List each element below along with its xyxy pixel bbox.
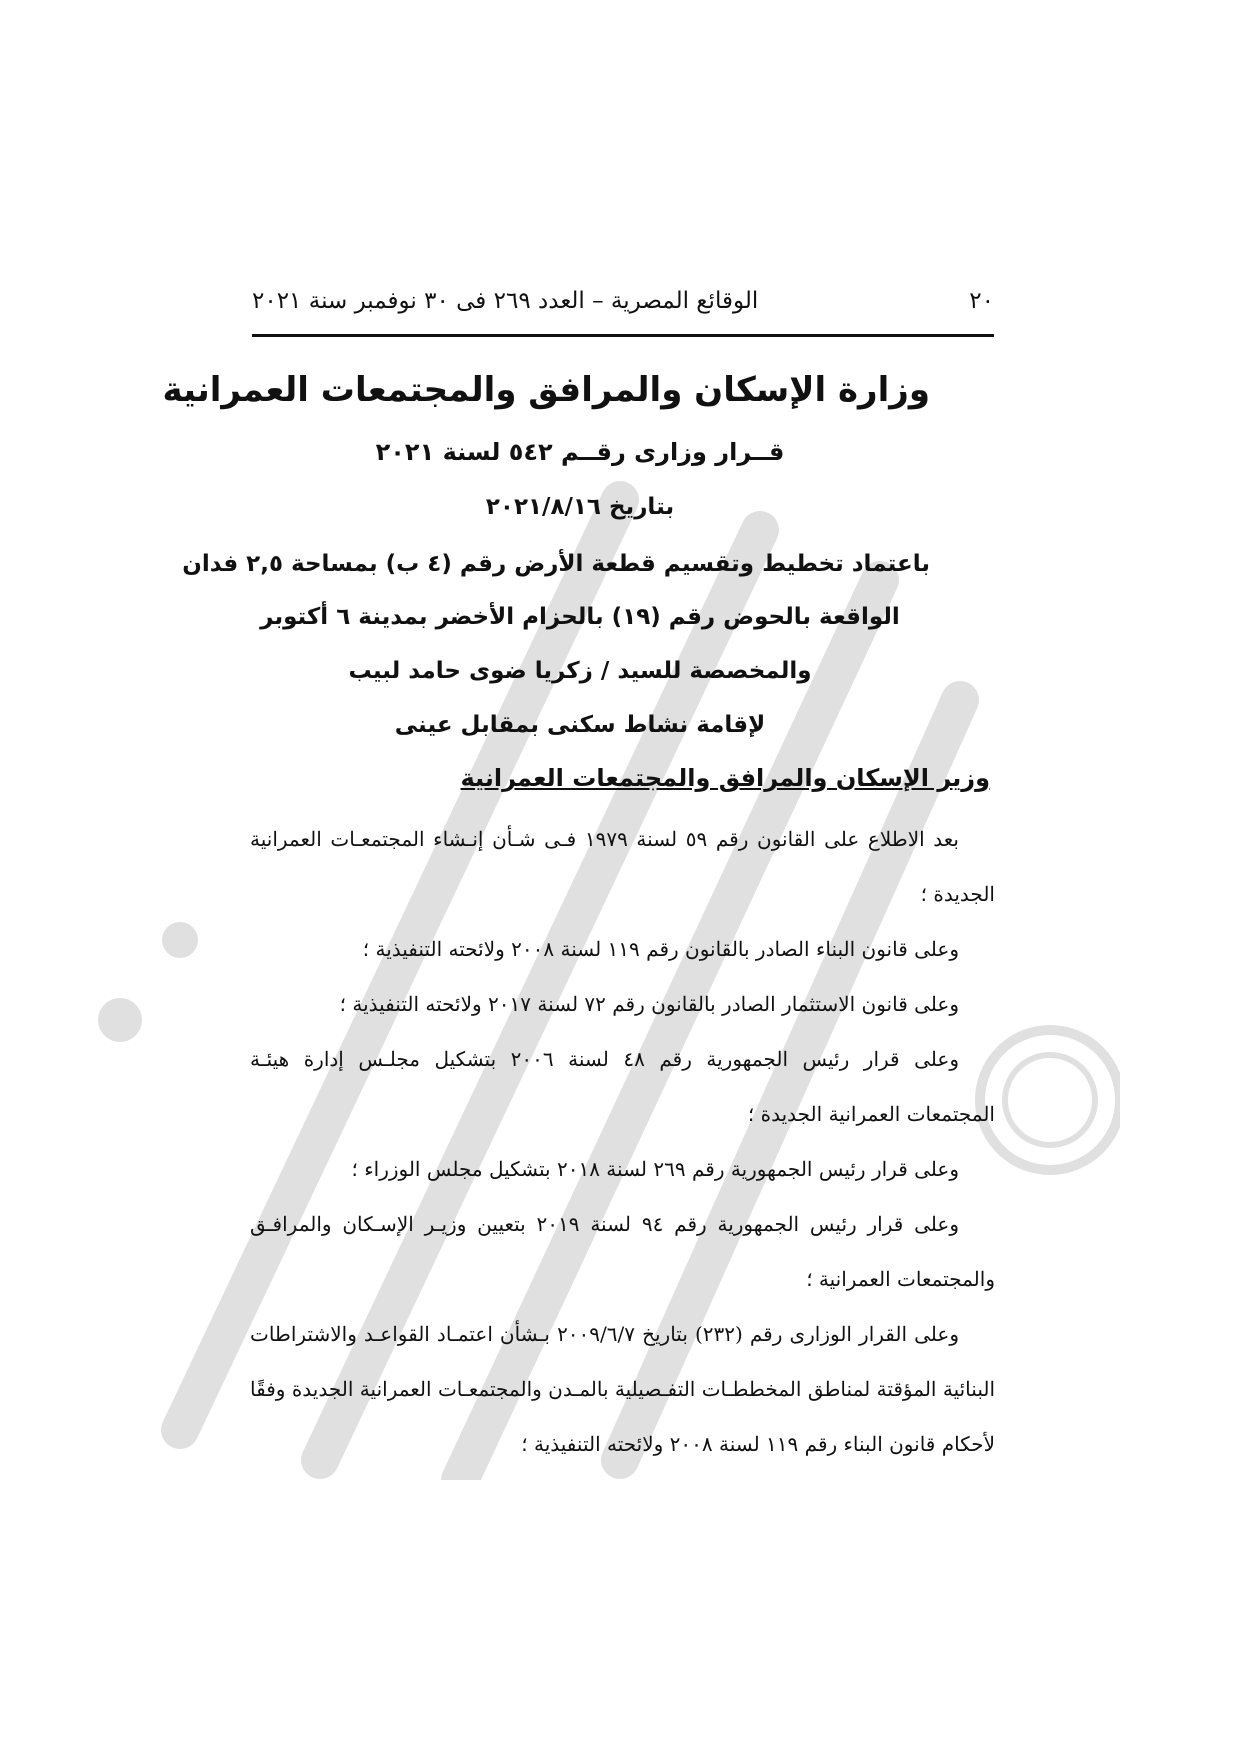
subject-line: باعتماد تخطيط وتقسيم قطعة الأرض رقم (٤ ب) بمساحة ٢,٥ فدان [182, 551, 930, 577]
decree-title: قــرار وزارى رقــم ٥٤٢ لسنة ٢٠٢١ [375, 438, 785, 466]
preamble-paragraph: بعد الاطلاع على القانون رقم ٥٩ لسنة ١٩٧٩ فـى شـأن إنـشاء المجتمعـات العمرانية الجديدة ؛ [250, 827, 995, 906]
preamble-paragraph: وعلى قانون البناء الصادر بالقانون رقم ١١٩ لسنة ٢٠٠٨ ولائحته التنفيذية ؛ [362, 937, 959, 961]
running-title: الوقائع المصرية – العدد ٢٦٩ فى ٣٠ نوفمبر سنة ٢٠٢١ [252, 288, 759, 314]
ministry-title: وزارة الإسكان والمرافق والمجتمعات العمرانية [162, 370, 930, 410]
subject-line: والمخصصة للسيد / زكريا ضوى حامد لبيب [348, 658, 812, 684]
preamble-paragraph: وعلى قرار رئيس الجمهورية رقم ٢٦٩ لسنة ٢٠١٨ بتشكيل مجلس الوزراء ؛ [351, 1157, 959, 1181]
preamble-paragraph: وعلى القرار الوزارى رقم (٢٣٢) بتاريخ ٢٠٠٩/٦/٧ بـشأن اعتمـاد القواعـد والاشتراطات البنائية المؤقتة لمناطق المخططـات التفـصيلية بالمـدن والمجتمعـات العمرانية الجديدة وفقًا لأحكام قانون البناء رقم ١١٩ لسنة ٢٠٠٨ ولائحته التنفيذية ؛ [250, 1322, 995, 1456]
subject-line: الواقعة بالحوض رقم (١٩) بالحزام الأخضر بمدينة ٦ أكتوبر [260, 604, 900, 630]
preamble-paragraph: وعلى قرار رئيس الجمهورية رقم ٤٨ لسنة ٢٠٠٦ بتشكيل مجلـس إدارة هيئـة المجتمعات العمرانية الجديدة ؛ [250, 1047, 995, 1126]
decree-preamble [250, 812, 995, 1472]
decree-date: بتاريخ ٢٠٢١/٨/١٦ [485, 494, 675, 520]
page-header [252, 288, 994, 314]
page-number: ٢٠ [969, 288, 994, 314]
minister-heading: وزير الإسكان والمرافق والمجتمعات العمرانية [460, 764, 990, 792]
preamble-paragraph: وعلى قرار رئيس الجمهورية رقم ٩٤ لسنة ٢٠١٩ بتعيين وزيـر الإسـكان والمرافـق والمجتمعات العمرانية ؛ [250, 1212, 995, 1291]
preamble-paragraph: وعلى قانون الاستثمار الصادر بالقانون رقم ٧٢ لسنة ٢٠١٧ ولائحته التنفيذية ؛ [339, 992, 959, 1016]
header-divider [252, 334, 994, 337]
subject-line: لإقامة نشاط سكنى بمقابل عينى [394, 712, 766, 738]
